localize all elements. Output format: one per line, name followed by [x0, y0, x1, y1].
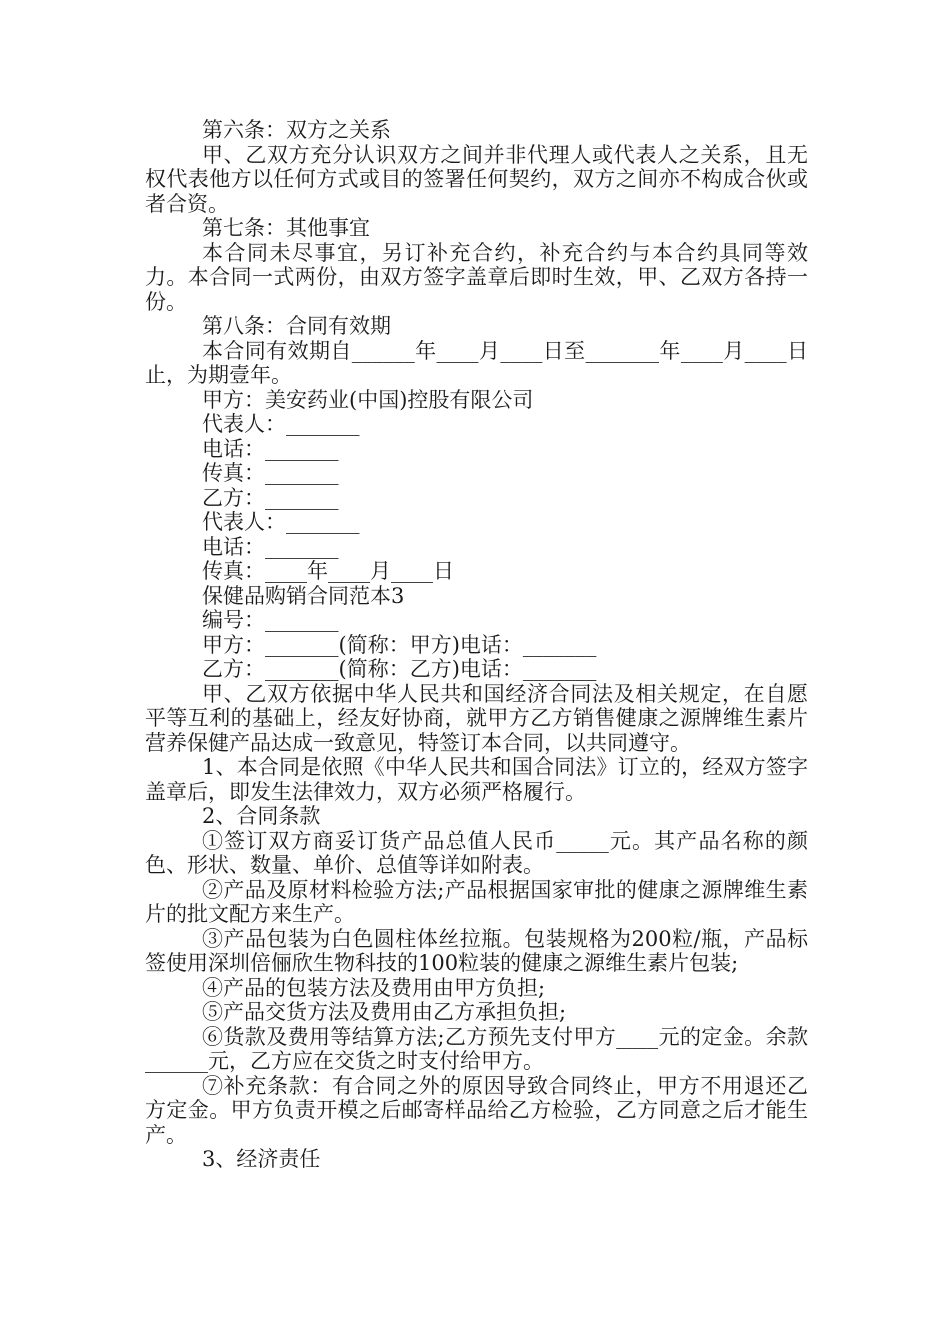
- contract-3-party-a: 甲方：_______(简称：甲方)电话：_______: [202, 632, 597, 657]
- clause-2-item-3: ③产品包装为白色圆柱体丝拉瓶。包装规格为200粒/瓶，产品标签使用深圳倍俪欣生物科技的100粒装的健康之源维生素片包装;: [145, 926, 808, 975]
- party-a-fax: 传真：_______: [202, 461, 339, 485]
- article-6-heading: 第六条：双方之关系: [202, 118, 391, 142]
- party-b-fax-date: 传真：____年____月____日: [202, 559, 454, 583]
- clause-2-item-6: ⑥货款及费用等结算方法;乙方预先支付甲方____元的定金。余款______元，乙方应在交货之时支付给甲方。: [145, 1024, 808, 1073]
- contract-3-title: 保健品购销合同范本3: [202, 583, 405, 608]
- article-7-heading: 第七条：其他事宜: [202, 216, 370, 240]
- clause-2-item-2: ②产品及原材料检验方法;产品根据国家审批的健康之源牌维生素片的批文配方来生产。: [145, 877, 808, 926]
- party-b-line: 乙方：_______: [202, 485, 339, 510]
- party-a-representative: 代表人：_______: [202, 412, 360, 436]
- clause-2-item-5: ⑤产品交货方法及费用由乙方承担负担;: [202, 1000, 567, 1024]
- article-8-heading: 第八条：合同有效期: [202, 314, 391, 338]
- document-body: [145, 118, 808, 1172]
- contract-3-party-b: 乙方：_______(简称：乙方)电话：_______: [202, 657, 597, 681]
- party-b-phone: 电话：_______: [202, 534, 339, 559]
- clause-2-heading: 2、合同条款: [202, 804, 321, 828]
- contract-number: 编号：_______: [202, 608, 339, 632]
- clause-2-item-7: ⑦补充条款：有合同之外的原因导致合同终止，甲方不用退还乙方定金。甲方负责开模之后邮寄样品给乙方检验，乙方同意之后才能生产。: [145, 1073, 808, 1147]
- clause-2-item-4: ④产品的包装方法及费用由甲方负担;: [202, 975, 546, 1000]
- contract-3-preamble: 甲、乙双方依据中华人民共和国经济合同法及相关规定，在自愿平等互利的基础上，经友好协商，就甲方乙方销售健康之源牌维生素片营养保健产品达成一致意见，特签订本合同，以共同遵守。: [145, 681, 808, 755]
- party-a-phone: 电话：_______: [202, 436, 339, 461]
- party-a-line: 甲方：美安药业(中国)控股有限公司: [202, 387, 534, 412]
- article-6-paragraph: 甲、乙双方充分认识双方之间并非代理人或代表人之关系，且无权代表他方以任何方式或目的签署任何契约，双方之间亦不构成合伙或者合资。: [145, 142, 808, 216]
- party-b-representative: 代表人：_______: [202, 510, 360, 534]
- clause-3-heading: 3、经济责任: [202, 1147, 321, 1171]
- article-7-paragraph: 本合同未尽事宜，另订补充合约，补充合约与本合约具同等效力。本合同一式两份，由双方签字盖章后即时生效，甲、乙双方各持一份。: [145, 240, 808, 314]
- clause-1: 1、本合同是依照《中华人民共和国合同法》订立的，经双方签字盖章后，即发生法律效力，双方必须严格履行。: [145, 755, 808, 804]
- clause-2-item-1: ①签订双方商妥订货产品总值人民币_____元。其产品名称的颜色、形状、数量、单价、总值等详如附表。: [145, 828, 808, 877]
- article-8-paragraph: 本合同有效期自______年____月____日至_______年____月____日止，为期壹年。: [145, 338, 808, 387]
